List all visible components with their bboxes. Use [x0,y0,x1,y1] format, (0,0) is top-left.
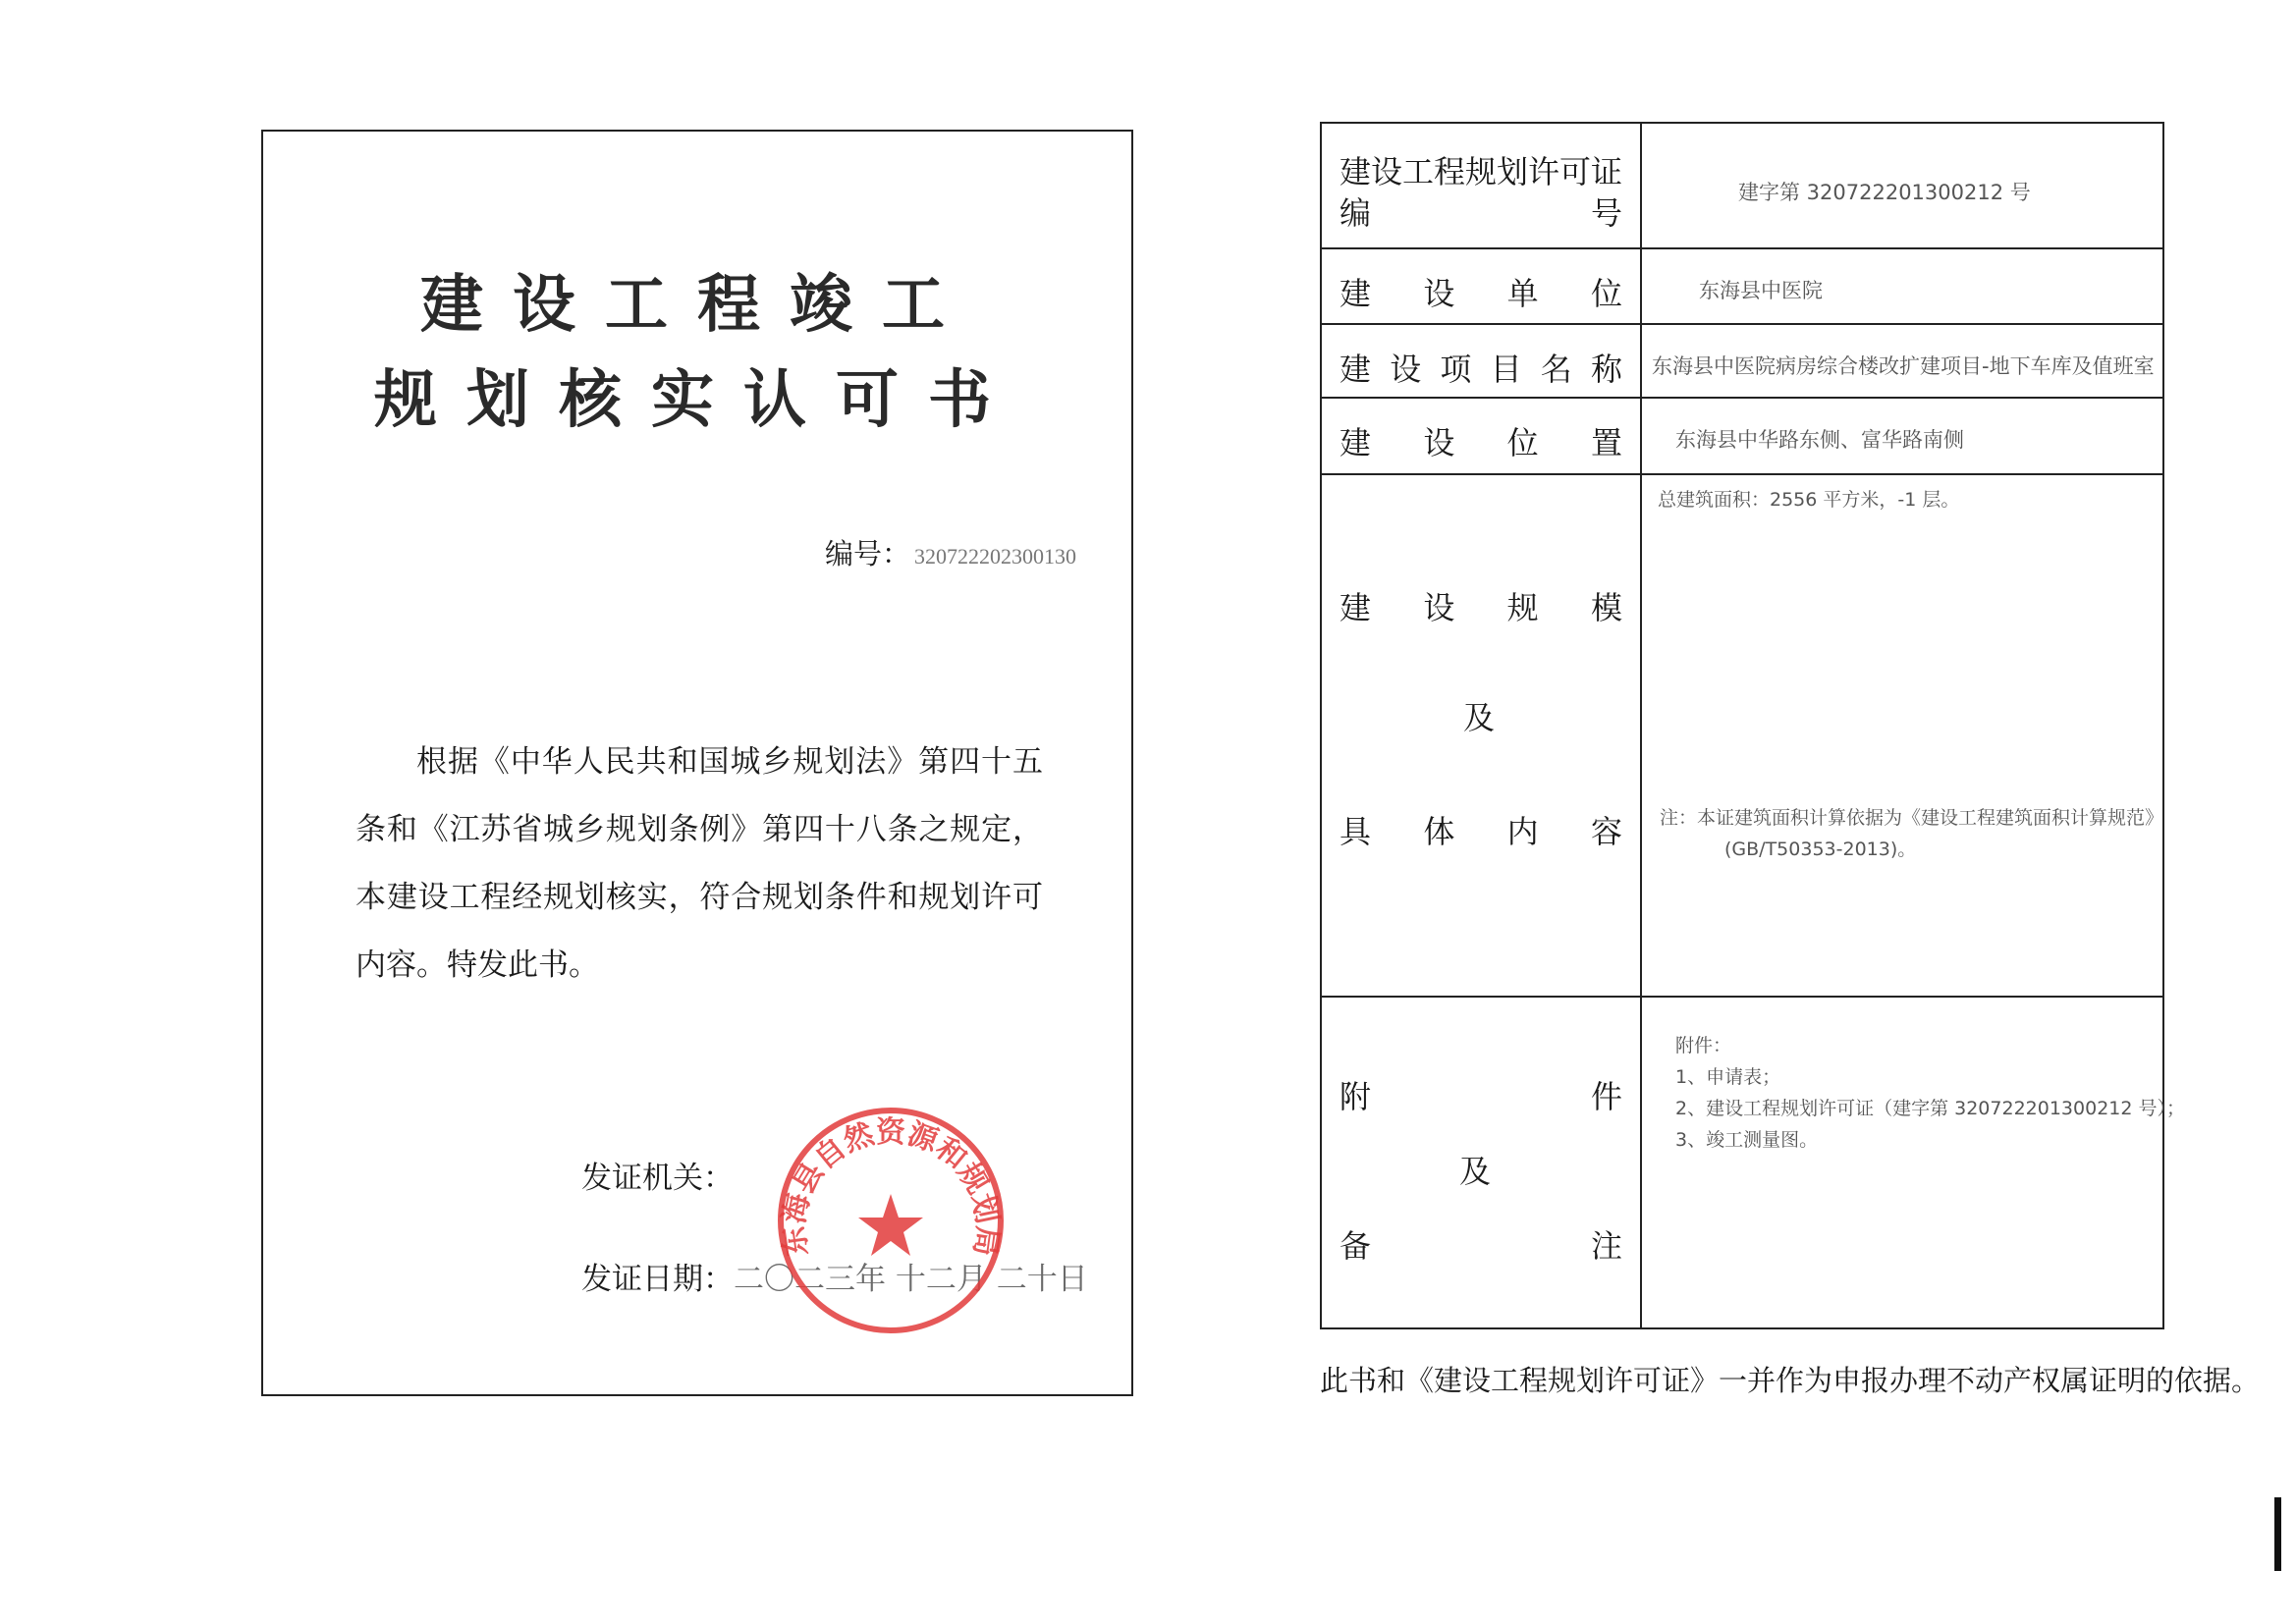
builder-value: 东海县中医院 [1699,279,1823,302]
table-row-scale [1322,475,2162,998]
seal-star-icon [858,1194,923,1256]
certificate-number-label: 编号： [825,537,911,570]
project-name-label: 建设项目名称 [1339,351,1622,388]
builder-label: 建设单位 [1339,275,1622,312]
permit-number-value: 建字第 320722201300212 号 [1738,181,2031,204]
attachments-label-2: 及 [1459,1153,1492,1190]
official-seal-stamp [774,1104,1008,1337]
permit-info-table [1320,122,2185,1329]
scale-label-3: 具体内容 [1339,813,1622,850]
project-name-value: 东海县中医院病房综合楼改扩建项目-地下车库及值班室 [1652,354,2155,378]
permit-number-label-b2: 号 [1590,194,1622,232]
location-label: 建设位置 [1339,424,1622,461]
issue-date-label: 发证日期： [581,1262,734,1297]
issue-date-value: 二〇二三年 十二月 二十日 [734,1262,1088,1297]
table-row-project-name [1322,325,2162,399]
seal-text: 东海县自然资源和规划局 [777,1114,1005,1259]
attachments-title: 附件： [1675,1035,1732,1056]
permit-number-label-a: 建设工程规划许可证 [1339,153,1623,190]
scan-edge-mark [2274,1497,2281,1571]
permit-number-label-b1: 编 [1339,194,1372,232]
certificate-number-value: 320722202300130 [914,544,1077,568]
issuing-authority [581,1153,734,1197]
issuing-authority-label: 发证机关： [581,1161,734,1196]
table-row-permit-number [1322,124,2162,249]
certificate-number [825,532,1076,572]
attachment-item-2: 2、建设工程规划许可证（建字第 320722201300212 号）； [1675,1098,2185,1119]
area-calc-standard: (GB/T50353-2013)。 [1724,839,1917,860]
table-row-builder [1322,249,2162,325]
table-row-location [1322,399,2162,475]
certificate-body-text: 根据《中华人民共和国城乡规划法》第四十五条和《江苏省城乡规划条例》第四十八条之规定，本建设工程经规划核实，符合规划条件和规划许可内容。特发此书。 [355,744,1043,983]
table-row-attachments [1322,998,2185,1327]
attachment-item-3: 3、竣工测量图。 [1675,1129,1819,1151]
certificate-title-line1: 建设工程竣工 [420,268,974,342]
certificate-left-page [261,130,1133,1396]
scale-label-2: 及 [1463,699,1496,736]
attachments-label-3: 备注 [1339,1227,1622,1265]
certificate-title-line2: 规划核实认可书 [374,363,1020,437]
footer-note: 此书和《建设工程规划许可证》一并作为申报办理不动产权属证明的依据。 [1320,1364,2261,1397]
attachment-item-1: 1、申请表； [1675,1066,1781,1088]
location-value: 东海县中华路东侧、富华路南侧 [1675,428,1964,452]
scale-label-1: 建设规模 [1339,589,1622,626]
building-area-value: 总建筑面积：2556 平方米，-1 层。 [1658,489,1960,511]
attachments-label-1: 附件 [1339,1078,1622,1115]
area-calc-note: 注：本证建筑面积计算依据为《建设工程建筑面积计算规范》 [1660,807,2164,829]
